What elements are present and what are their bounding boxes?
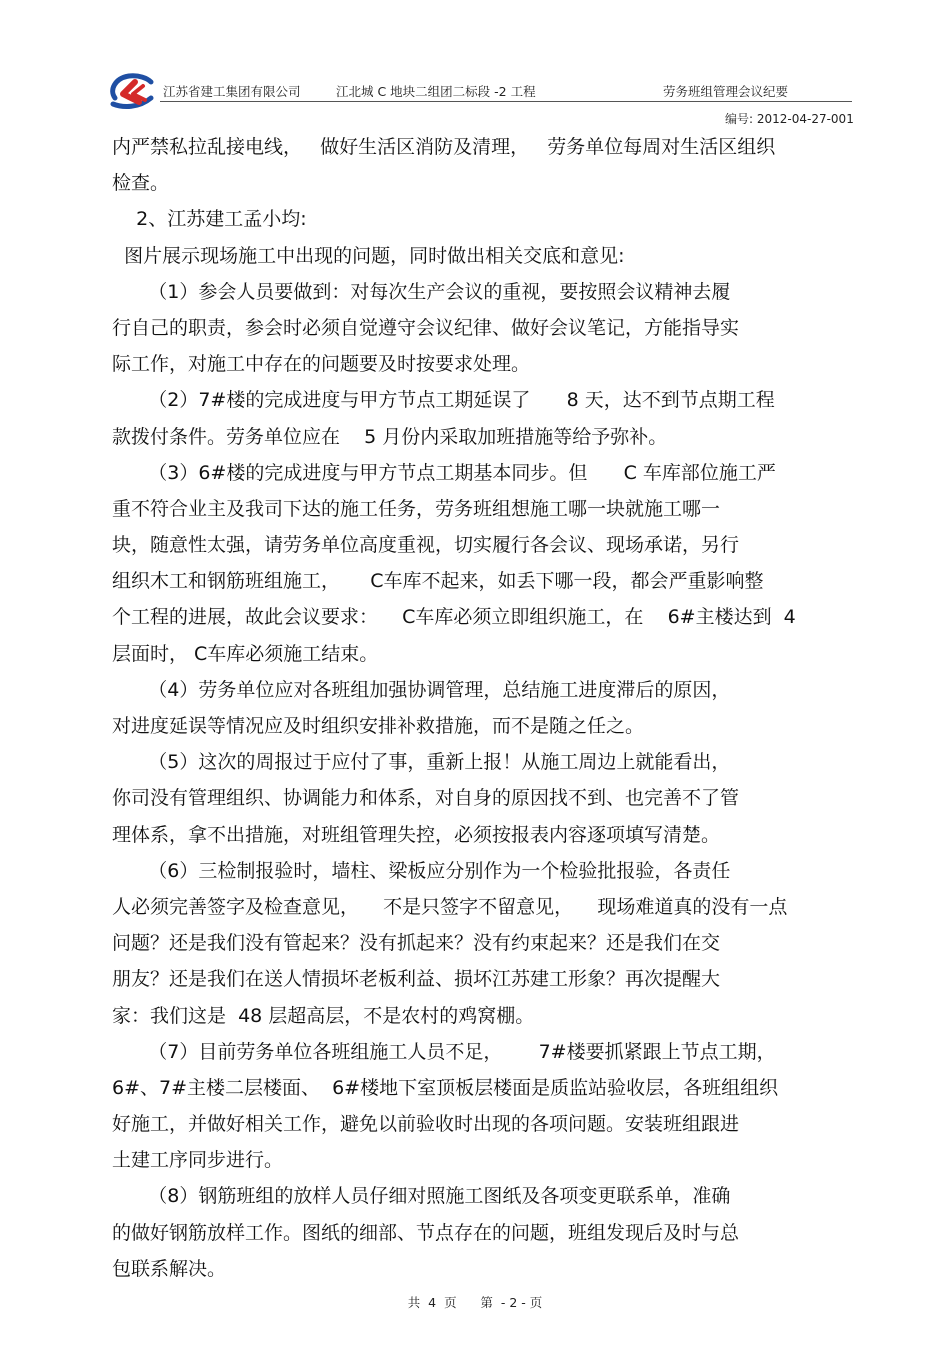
body-line: （2）7#楼的完成进度与甲方节点工期延误了 8 天，达不到节点期工程 [112, 389, 775, 412]
body-line: （3）6#楼的完成进度与甲方节点工期基本同步。但 C 车库部位施工严 [112, 461, 776, 484]
body-line: （1）参会人员要做到：对每次生产会议的重视，要按照会议精神去履 [112, 280, 731, 303]
body-line: 图片展示现场施工中出现的问题，同时做出相关交底和意见: [112, 244, 625, 267]
header-divider [160, 101, 852, 102]
document-body [112, 129, 852, 1287]
page-footer [0, 1293, 950, 1311]
body-line: 个工程的进展，故此会议要求： C车库必须立即组织施工，在 6#主楼达到 4 [112, 606, 796, 629]
project-name: 江北城 C 地块二组团二标段 -2 工程 [336, 84, 536, 99]
body-line: 重不符合业主及我司下达的施工任务，劳务班组想施工哪一块就施工哪一 [112, 497, 721, 520]
total-pages: 共 4 页 [407, 1295, 457, 1310]
company-name: 江苏省建工集团有限公司 [163, 84, 301, 99]
body-line: 检查。 [112, 172, 170, 195]
body-line: 际工作，对施工中存在的问题要及时按要求处理。 [112, 353, 531, 376]
body-line: 组织木工和钢筋班组施工， C车库不起来，如丢下哪一段，都会严重影响整 [112, 570, 764, 593]
body-line: 内严禁私拉乱接电线， 做好生活区消防及清理， 劳务单位每周对生活区组织 [112, 136, 776, 158]
body-line: 包联系解决。 [112, 1257, 227, 1280]
body-line: 块，随意性太强，请劳务单位高度重视，切实履行各会议、现场承诺，另行 [112, 534, 740, 557]
body-line: （6）三检制报验时，墙柱、梁板应分别作为一个检验批报验，各责任 [112, 859, 731, 882]
document-number: 编号: 2012-04-27-001 [725, 112, 854, 126]
body-line: 2、江苏建工孟小均: [112, 208, 307, 231]
body-line: 层面时， C车库必须施工结束。 [112, 642, 379, 665]
body-line: （8）钢筋班组的放样人员仔细对照施工图纸及各项变更联系单，准确 [112, 1185, 731, 1208]
body-line: 6#、7#主楼二层楼面、 6#楼地下室顶板层楼面是质监站验收层，各班组组织 [112, 1076, 779, 1099]
body-line: （7）目前劳务单位各班组施工人员不足， 7#楼要抓紧跟上节点工期， [112, 1040, 776, 1063]
page-header [0, 0, 950, 130]
body-line: 问题？还是我们没有管起来？没有抓起来？没有约束起来？还是我们在交 [112, 932, 721, 955]
body-line: （5）这次的周报过于应付了事，重新上报！从施工周边上就能看出， [112, 751, 731, 774]
body-line: 好施工，并做好相关工作，避免以前验收时出现的各项问题。安装班组跟进 [112, 1113, 740, 1136]
body-line: 土建工序同步进行。 [112, 1149, 284, 1172]
body-line: 人必须完善签字及检查意见， 不是只签字不留意见， 现场难道真的没有一点 [112, 895, 788, 918]
body-line: 款拨付条件。劳务单位应在 5 月份内采取加班措施等给予弥补。 [112, 425, 668, 448]
body-line: 的做好钢筋放样工作。图纸的细部、节点存在的问题，班组发现后及时与总 [112, 1221, 740, 1244]
document-title: 劳务班组管理会议纪要 [663, 84, 789, 99]
body-line: 朋友？还是我们在送人情损坏老板利益、损坏江苏建工形象？再次提醒大 [112, 968, 721, 991]
current-page: 第 - 2 - 页 [480, 1295, 543, 1310]
body-line: 家：我们这是 48 层超高层，不是农村的鸡窝棚。 [112, 1004, 535, 1027]
body-line: 对进度延误等情况应及时组织安排补救措施，而不是随之任之。 [112, 715, 645, 737]
company-logo-icon [105, 68, 157, 114]
body-line: 理体系，拿不出措施，对班组管理失控，必须按报表内容逐项填写清楚。 [112, 823, 721, 846]
body-line: （4）劳务单位应对各班组加强协调管理，总结施工进度滞后的原因， [112, 678, 731, 701]
body-line: 行自己的职责，参会时必须自觉遵守会议纪律、做好会议笔记，方能指导实 [112, 316, 740, 339]
body-line: 你司没有管理组织、协调能力和体系，对自身的原因找不到、也完善不了管 [112, 787, 740, 810]
